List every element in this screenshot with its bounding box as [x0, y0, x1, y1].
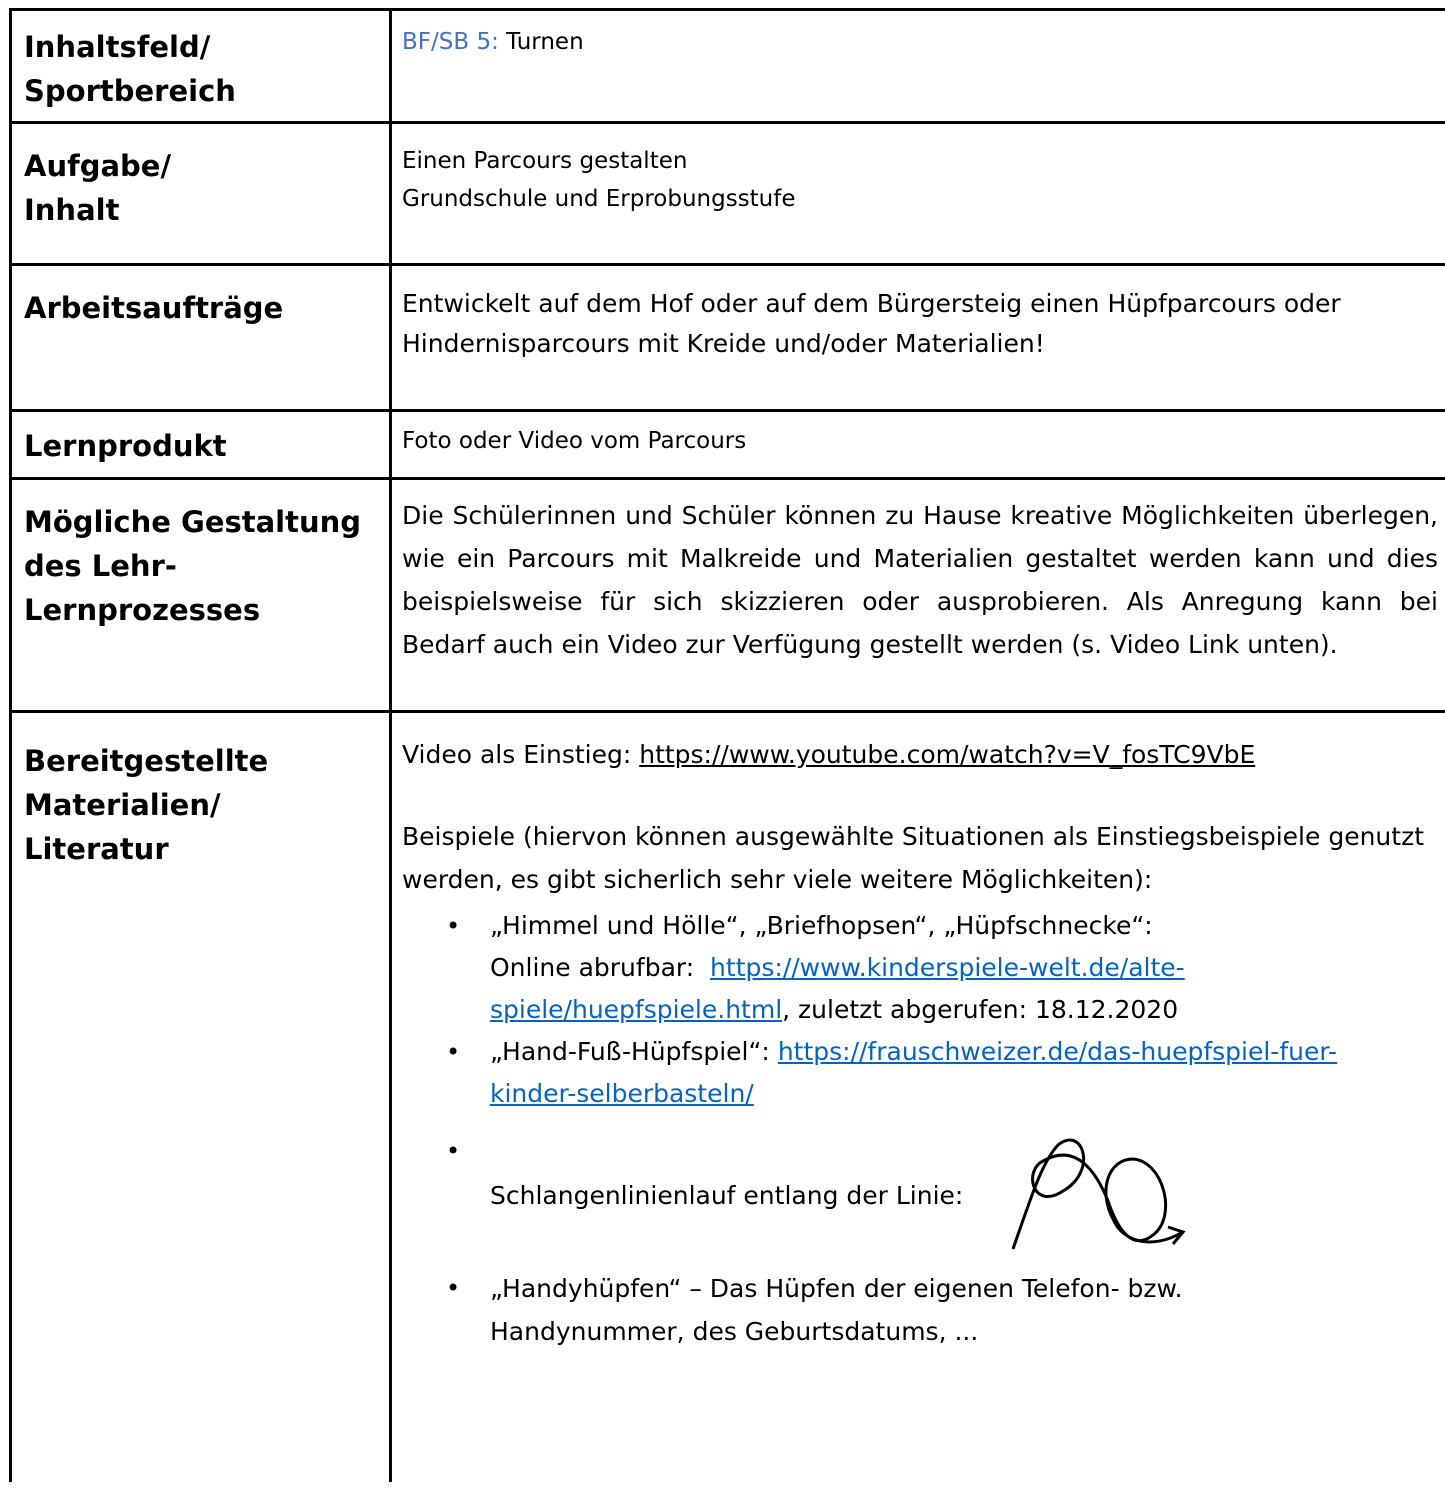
- label-lernprodukt: Lernprodukt: [24, 429, 227, 463]
- sportbereich-name: Turnen: [498, 29, 584, 55]
- list-item: • „Hand-Fuß-Hüpfspiel“: https://frauschweizer.de/das-huepfspiel-fuer-kinder-selberbasteln/: [490, 1031, 1438, 1115]
- row-arbeitsauftraege: [11, 265, 1445, 411]
- label-arbeitsauftraege: Arbeitsaufträge: [24, 291, 284, 325]
- kinderspiele-link[interactable]: https://www.kinderspiele-welt.de/alte-spiele/huepfspiele.html: [490, 953, 1185, 1024]
- gestaltung-text: Die Schülerinnen und Schüler können zu Hause kreative Möglichkeiten überlegen, wie ein Parcours mit Malkreide und Materialien gestaltet werden kann und dies beispielsweise für sich skizzieren oder ausprobieren. Als Anregung kann bei Bedarf auch ein Video zur Verfügung gestellt werden (s. Video Link unten).: [402, 501, 1438, 659]
- row-aufgabe: [11, 123, 1445, 265]
- sportbereich-code: BF/SB 5:: [402, 29, 499, 55]
- beispiele-text: Beispiele (hiervon können ausgewählte Situationen als Einstiegsbeispiele genutzt werden, es gibt sicherlich sehr viele weitere Möglichkeiten):: [402, 822, 1424, 894]
- row-inhaltsfeld: [11, 10, 1445, 123]
- list-item: • „Handyhüpfen“ – Das Hüpfen der eigenen Telefon- bzw. Handynummer, des Geburtsdatums, ...: [490, 1267, 1438, 1353]
- label-materialien: Bereitgestellte Materialien/ Literatur: [24, 744, 269, 866]
- list-item: • „Himmel und Hölle“, „Briefhopsen“, „Hüpfschnecke“: Online abrufbar: https://www.kinderspiele-welt.de/alte-spiele/huepfspiele.html, zuletzt abgerufen: 18.12.2020: [490, 905, 1438, 1031]
- label-aufgabe: Aufgabe/ Inhalt: [24, 149, 172, 227]
- aufgabe-line-2: Grundschule und Erprobungsstufe: [402, 186, 796, 212]
- label-gestaltung: Mögliche Gestaltung des Lehr-Lernprozesses: [24, 505, 362, 627]
- row-materialien: [11, 712, 1445, 1482]
- list-item: • Schlangenlinienlauf entlang der Linie:: [490, 1131, 1438, 1261]
- video-line: Video als Einstieg: https://www.youtube.com/watch?v=V_fosTC9VbE: [402, 740, 1256, 769]
- row-lernprodukt: [11, 411, 1445, 479]
- arbeitsauftraege-text: Entwickelt auf dem Hof oder auf dem Bürgersteig einen Hüpfparcours oder Hindernisparcours mit Kreide und/oder Materialien!: [402, 289, 1341, 358]
- snake-line-drawing: [1003, 1131, 1203, 1261]
- label-inhaltsfeld: Inhaltsfeld/ Sportbereich: [24, 30, 236, 108]
- video-link[interactable]: https://www.youtube.com/watch?v=V_fosTC9VbE: [639, 740, 1256, 769]
- frauschweizer-link[interactable]: https://frauschweizer.de/das-huepfspiel-fuer-kinder-selberbasteln/: [490, 1037, 1338, 1108]
- lernprodukt-text: Foto oder Video vom Parcours: [402, 428, 747, 454]
- row-gestaltung: [11, 479, 1445, 712]
- aufgabe-line-1: Einen Parcours gestalten: [402, 148, 688, 174]
- examples-list: [402, 905, 1438, 1353]
- lesson-table: [9, 8, 1445, 1482]
- page: [9, 8, 1445, 1488]
